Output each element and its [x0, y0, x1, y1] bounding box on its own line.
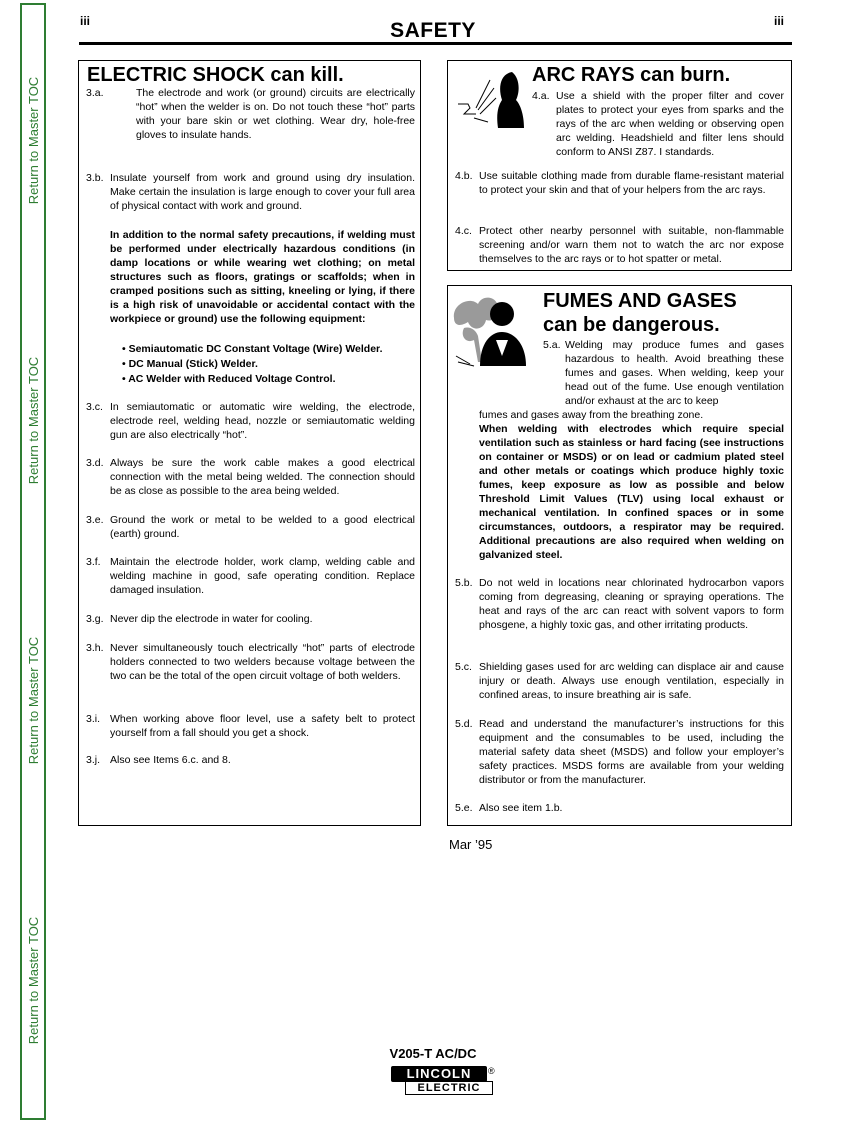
arc-rays-heading: ARC RAYS can burn.: [532, 64, 731, 86]
welder-shield-icon: [454, 70, 528, 130]
electric-shock-box: [78, 60, 421, 826]
item-label: 5.d.: [455, 718, 473, 730]
item-text-4b: Use suitable clothing made from durable flame-resistant material to protect your skin and that of your helpers from the arc rays.: [479, 170, 784, 196]
item-text-3h: Never simultaneously touch electrically “hot” parts of electrode holders connected to two welders because voltage between the two can be the total of the open circuit voltage of both welders.: [110, 642, 415, 682]
fumes-heading-line1: FUMES AND GASES: [543, 290, 737, 312]
fumes-hazard-icon: [452, 292, 536, 368]
item-text-5a-warning: When welding with electrodes which require special ventilation such as stainless or hard facing (see instructions on container or MSDS) or on lead or cadmium plated steel and other metals or coatings which produce highly toxic fumes, keep exposure as low as possible and below Threshold Limit Values (TLV) using local exhaust or mechanical ventilation. In confined spaces or in some circumstances, outdoors, a respirator may be required. Additional precautions are also required when welding on galvanized steel.: [479, 423, 784, 561]
item-text-3b: Insulate yourself from work and ground using dry insulation. Make certain the insulation is large enough to cover your full area of physical contact with work and ground.: [110, 172, 415, 212]
return-to-toc-link-3[interactable]: Return to Master TOC: [26, 636, 42, 764]
lincoln-electric-logo: [391, 1066, 497, 1096]
item-text-5a-continued: fumes and gases away from the breathing zone.: [479, 409, 704, 421]
item-text-3j: Also see Items 6.c. and 8.: [110, 754, 231, 766]
item-label: 3.d.: [86, 457, 104, 469]
item-text-5d: Read and understand the manufacturer’s instructions for this equipment and the consumables to be used, including the material safety data sheet (MSDS) and follow your employer’s safety practices. MSDS forms are available from your welding distributor or from the manufacturer.: [479, 718, 784, 786]
item-label: 3.i.: [86, 713, 101, 725]
item-text-3c: In semiautomatic or automatic wire welding, the electrode, electrode reel, welding head, nozzle or semiautomatic welding gun are also electrically “hot”.: [110, 401, 415, 441]
fumes-heading-line2: can be dangerous.: [543, 314, 720, 336]
hazard-conditions-text: In addition to the normal safety precautions, if welding must be performed under electrically hazardous conditions (in damp locations or while wearing wet clothing; on metal structures such as floors, gratings or scaffolds; when in cramped positions such as sitting, kneeling or lying, if there is a high risk of unavoidable or accidental contact with the workpiece or ground) use the following equipment:: [110, 229, 415, 325]
item-label: 3.b.: [86, 172, 104, 184]
item-text-3f: Maintain the electrode holder, work clamp, welding cable and welding machine in good, safe operating condition. Replace damaged insulation.: [110, 556, 415, 596]
fumes-gases-box: [447, 285, 792, 826]
item-text-5b: Do not weld in locations near chlorinated hydrocarbon vapors coming from degreasing, cleaning or spraying operations. The heat and rays of the arc can react with solvent vapors to form phosgene, a highly toxic gas, and other irritating products.: [479, 577, 784, 631]
logo-brand-top: LINCOLN: [391, 1066, 487, 1082]
item-label: 4.b.: [455, 170, 473, 182]
equipment-bullet-1: • Semiautomatic DC Constant Voltage (Wire) Welder.: [122, 343, 383, 355]
item-label: 3.a.: [86, 87, 104, 99]
item-text-5e: Also see item 1.b.: [479, 802, 563, 814]
item-label: 3.f.: [86, 556, 101, 568]
item-text-3i: When working above floor level, use a safety belt to protect yourself from a fall should you get a shock.: [110, 713, 415, 739]
logo-registered-mark: ®: [488, 1066, 495, 1076]
header-rule: [79, 42, 792, 45]
item-text-3e: Ground the work or metal to be welded to a good electrical (earth) ground.: [110, 514, 415, 540]
item-label: 3.h.: [86, 642, 104, 654]
item-text-4c: Protect other nearby personnel with suitable, non-flammable screening and/or warn them not to watch the arc nor expose themselves to the arc rays or to hot spatter or metal.: [479, 225, 784, 265]
page-number-right: iii: [774, 14, 785, 28]
item-text-4a: Use a shield with the proper filter and cover plates to protect your eyes from sparks and the rays of the arc when welding or observing open arc welding. Headshield and filter lens should conform to ANSI Z87. I standards.: [556, 90, 784, 158]
item-label: 5.b.: [455, 577, 473, 589]
equipment-bullet-2: • DC Manual (Stick) Welder.: [122, 358, 258, 370]
model-name: V205-T AC/DC: [389, 1046, 477, 1061]
equipment-bullet-3: • AC Welder with Reduced Voltage Control.: [122, 373, 336, 385]
page-title: SAFETY: [390, 19, 476, 42]
item-text-3g: Never dip the electrode in water for cooling.: [110, 613, 313, 625]
item-text-5c: Shielding gases used for arc welding can displace air and cause injury or death. Always use enough ventilation, especially in confined areas, to insure breathing air is safe.: [479, 661, 784, 701]
item-label: 4.a.: [532, 90, 550, 102]
page-number-left: iii: [80, 14, 91, 28]
item-label: 4.c.: [455, 225, 472, 237]
electric-shock-heading: ELECTRIC SHOCK can kill.: [87, 64, 344, 86]
return-to-toc-link-1[interactable]: Return to Master TOC: [26, 76, 42, 204]
item-label: 3.e.: [86, 514, 104, 526]
item-label: 3.g.: [86, 613, 104, 625]
return-to-toc-link-2[interactable]: Return to Master TOC: [26, 356, 42, 484]
item-label: 5.a.: [543, 339, 561, 351]
item-text-5a: Welding may produce fumes and gases hazardous to health. Avoid breathing these fumes and gases. When welding, keep your head out of the fume. Use enough ventilation and/or exhaust at the arc to keep: [565, 339, 784, 407]
arc-rays-box: [447, 60, 792, 271]
logo-brand-bottom: ELECTRIC: [405, 1081, 493, 1095]
revision-date: Mar ’95: [449, 837, 493, 852]
item-text-3d: Always be sure the work cable makes a good electrical connection with the metal being welded. The connection should be as close as possible to the area being welded.: [110, 457, 415, 497]
item-label: 3.j.: [86, 754, 101, 766]
item-label: 3.c.: [86, 401, 103, 413]
item-text-3a: The electrode and work (or ground) circuits are electrically “hot” when the welder is on. Do not touch these “hot” parts with your bare skin or wet clothing. Wear dry, hole-free gloves to insulate hands.: [136, 87, 415, 141]
return-to-toc-link-4[interactable]: Return to Master TOC: [26, 916, 42, 1044]
item-label: 5.c.: [455, 661, 472, 673]
item-label: 5.e.: [455, 802, 473, 814]
